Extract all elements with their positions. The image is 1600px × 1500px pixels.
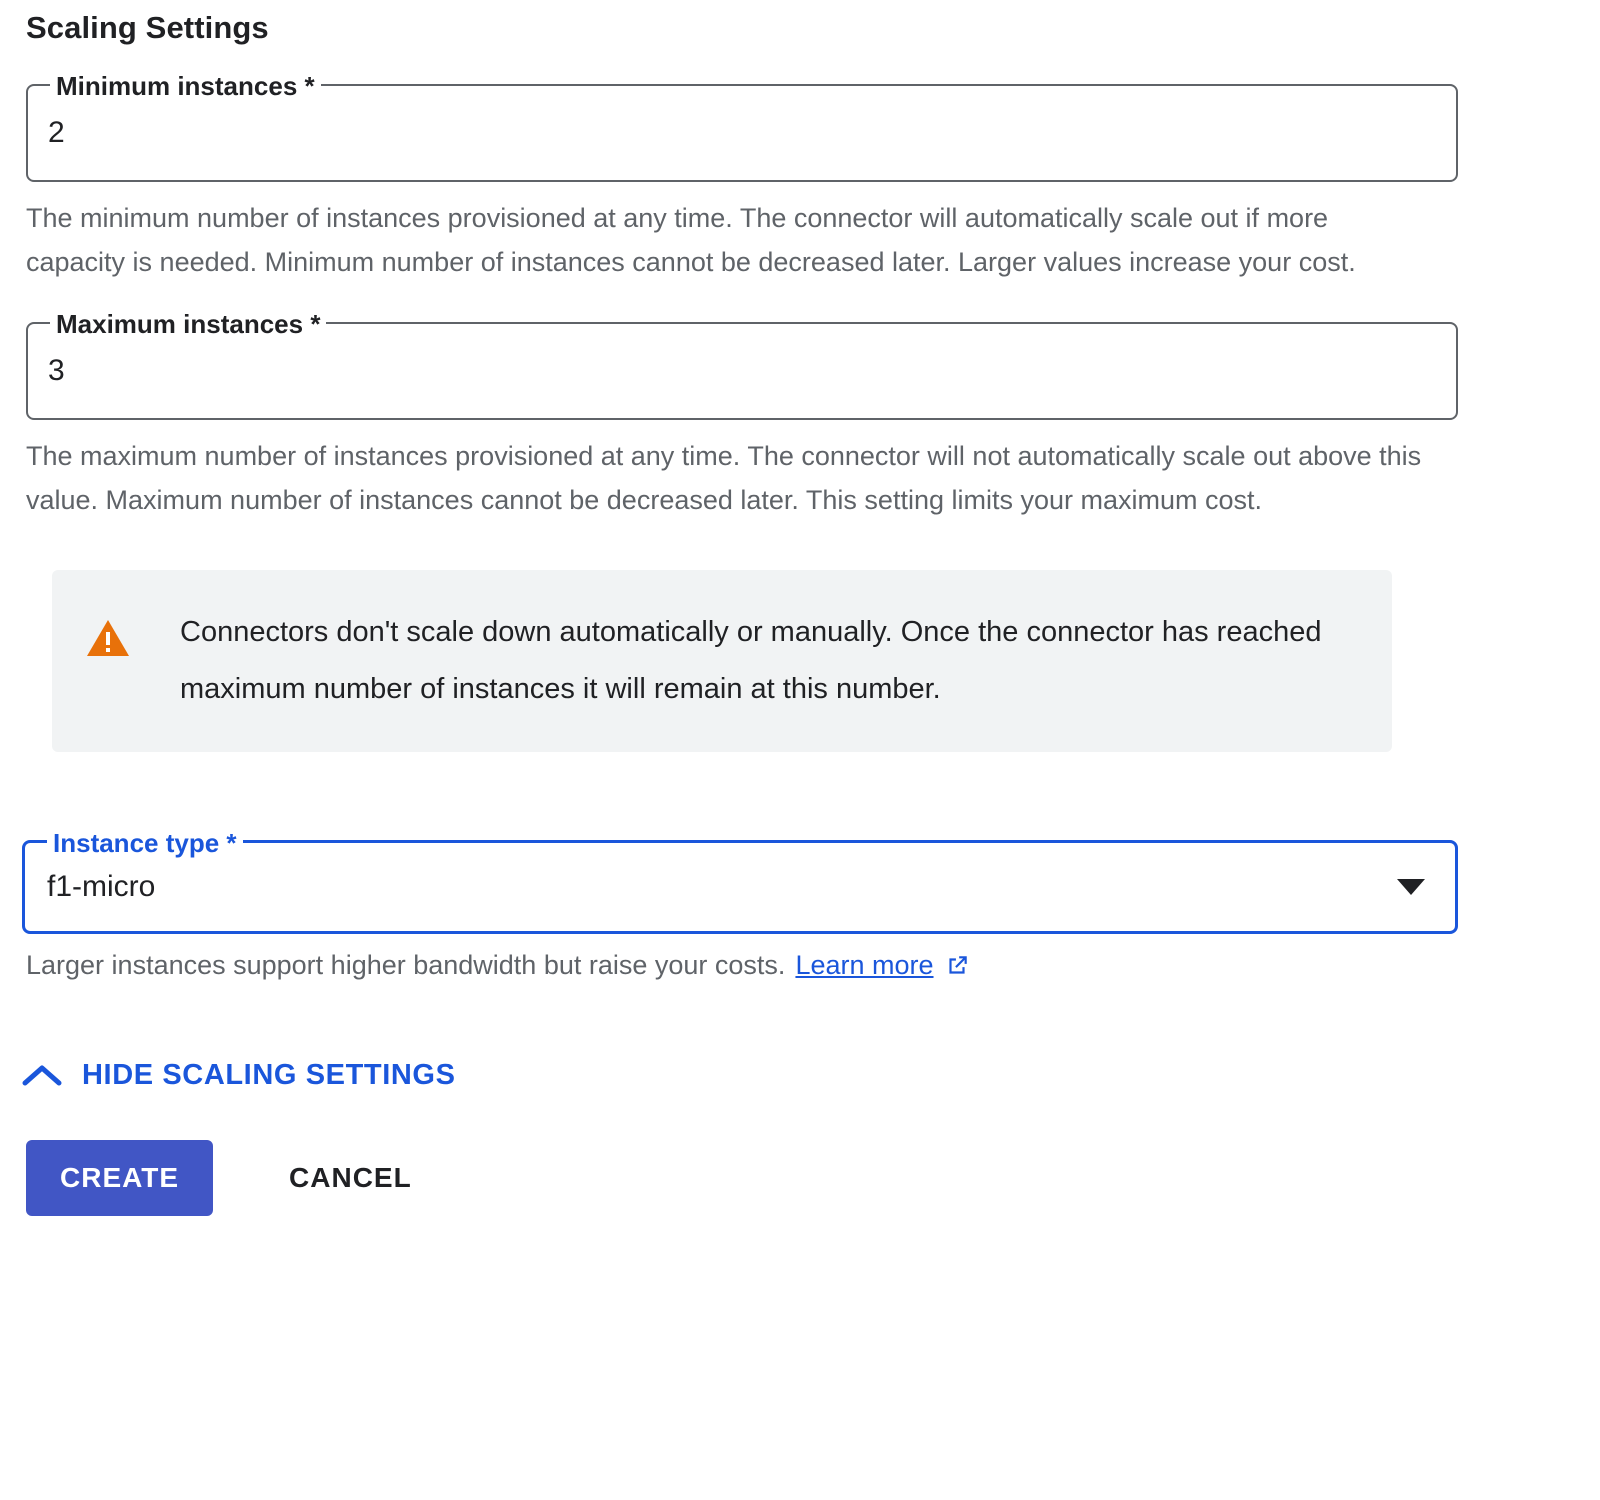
hide-scaling-settings-label: HIDE SCALING SETTINGS <box>82 1059 456 1091</box>
open-in-new-icon[interactable] <box>944 953 970 979</box>
chevron-down-icon[interactable] <box>1397 879 1425 895</box>
warning-triangle-icon <box>86 618 130 658</box>
warning-text: Connectors don't scale down automatically or manually. Once the connector has reached maximum number of instances it will remain at this number. <box>180 616 1322 705</box>
instance-type-field[interactable] <box>22 828 1458 934</box>
maximum-instances-label: Maximum instances * <box>50 309 326 339</box>
minimum-instances-field[interactable] <box>26 71 1458 182</box>
instance-type-value: f1-micro <box>47 870 156 903</box>
instance-type-select[interactable] <box>22 828 1458 934</box>
form-actions <box>26 1140 1600 1216</box>
learn-more-link[interactable]: Learn more <box>795 950 934 980</box>
minimum-instances-help-text: The minimum number of instances provisioned at any time. The connector will automatically scale out if more capacity is needed. Minimum number of instances cannot be decreased later. Larger values increase your cost. <box>26 203 1356 277</box>
instance-type-help-row <box>26 950 1600 981</box>
minimum-instances-label: Minimum instances * <box>50 71 321 101</box>
maximum-instances-help-text: The maximum number of instances provisioned at any time. The connector will not automatically scale out above this value. Maximum number of instances cannot be decreased later. This setting limits your maximum cost. <box>26 441 1422 515</box>
maximum-instances-input-box[interactable] <box>26 309 1458 420</box>
cancel-button[interactable]: CANCEL <box>279 1140 422 1216</box>
hide-scaling-settings-toggle[interactable] <box>22 1059 1600 1092</box>
scale-down-warning-banner <box>52 570 1392 752</box>
maximum-instances-field[interactable] <box>26 309 1458 420</box>
minimum-instances-value: 2 <box>48 116 65 149</box>
instance-type-help-text: Larger instances support higher bandwidth but raise your costs. <box>26 950 786 980</box>
chevron-up-icon <box>22 1063 62 1089</box>
instance-type-label: Instance type * <box>47 828 243 858</box>
page-title: Scaling Settings <box>26 10 269 45</box>
maximum-instances-value: 3 <box>48 354 65 387</box>
create-button[interactable]: CREATE <box>26 1140 213 1216</box>
minimum-instances-input-box[interactable] <box>26 71 1458 182</box>
